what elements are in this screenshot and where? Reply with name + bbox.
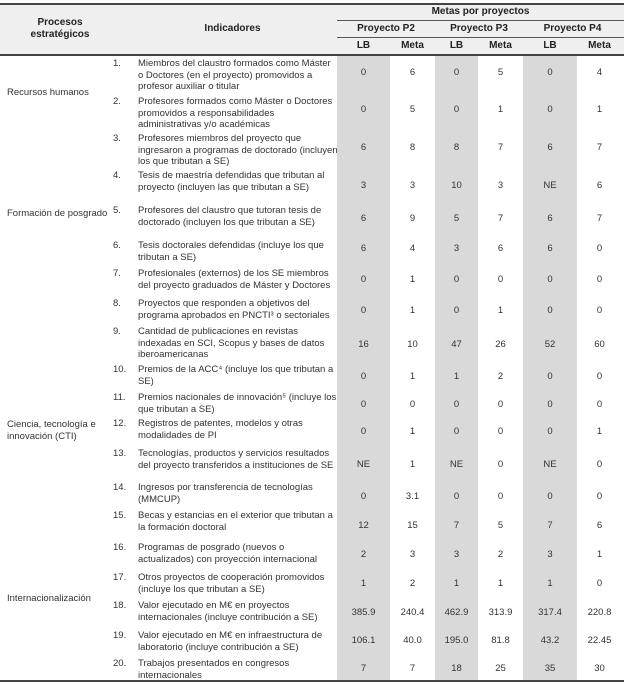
- value-p3-lb: 0: [453, 67, 460, 78]
- indicator-text: Profesores del claustro que tutoran tesis de doctorado (incluyen los que tributan a SE): [138, 205, 322, 228]
- value-p3-meta: 5: [497, 67, 504, 78]
- indicator-text: Registros de patentes, modelos y otras modalidades de PI: [138, 418, 303, 441]
- value-p3-lb: 3: [453, 549, 460, 560]
- value-p4-lb: 7: [547, 520, 553, 531]
- value-p2-lb: 16: [358, 339, 369, 350]
- top-rule: [0, 3, 624, 5]
- value-p2-meta: 3.1: [405, 491, 420, 502]
- value-p2-meta: 240.4: [400, 607, 425, 618]
- value-p3-meta: 26: [495, 339, 506, 350]
- value-p4-meta: 7: [596, 213, 603, 224]
- indicator-number: 8.: [113, 298, 121, 309]
- value-p3-lb: 7: [453, 520, 460, 531]
- value-p2-lb: 385.9: [351, 607, 376, 618]
- value-p2-lb: 0: [360, 274, 367, 285]
- value-p4-meta: 1: [596, 426, 603, 437]
- value-p3-meta: 1: [497, 578, 504, 589]
- value-p4-meta: 1: [596, 549, 603, 560]
- value-p2-meta: 3: [409, 180, 416, 191]
- value-p3-meta: 7: [497, 142, 504, 153]
- indicator-number: 5.: [113, 205, 121, 216]
- indicator-text: Profesionales (externos) de los SE miembros del proyecto graduados de Máster y Doctores: [138, 268, 331, 291]
- value-p4-meta: 0: [596, 371, 603, 382]
- header-project-p2: Proyecto P2: [357, 23, 415, 34]
- indicator-text: Becas y estancias en el exterior que tributan a la formación doctoral: [138, 510, 333, 533]
- value-p2-meta: 1: [409, 459, 416, 470]
- value-p3-lb: 8: [453, 142, 460, 153]
- value-p3-meta: 1: [497, 104, 504, 115]
- value-p3-meta: 1: [497, 305, 504, 316]
- indicator-text: Proyectos que responden a objetivos del programa aprobados en PNCTI³ o sectoriales: [138, 298, 330, 321]
- indicator-number: 3.: [113, 133, 121, 144]
- projects-rule: [337, 37, 624, 38]
- value-p2-lb: 0: [360, 371, 367, 382]
- header-project-p3: Proyecto P3: [450, 23, 508, 34]
- header-p2-meta: Meta: [401, 40, 424, 51]
- value-p3-lb: 1: [453, 578, 460, 589]
- indicator-text: Tesis de maestría defendidas que tributan al proyecto (incluyen las que tributan a SE): [138, 170, 325, 193]
- value-p3-lb: 0: [453, 426, 460, 437]
- indicator-number: 1.: [113, 58, 121, 69]
- indicator-number: 10.: [113, 364, 127, 375]
- value-p3-lb: 5: [453, 213, 460, 224]
- value-p2-lb: 6: [360, 213, 367, 224]
- group-internacionalizacion: Internacionalización: [7, 593, 91, 604]
- value-p3-meta: 2: [497, 371, 504, 382]
- indicator-number: 12.: [113, 418, 127, 429]
- indicator-text: Trabajos presentados en congresos internacionales: [138, 658, 290, 681]
- value-p3-meta: 5: [497, 520, 504, 531]
- indicator-number: 7.: [113, 268, 121, 279]
- indicator-text: Valor ejecutado en M€ en infraestructura de laboratorio (incluye contribución a SE): [138, 630, 323, 653]
- value-p4-lb: NE: [543, 459, 557, 470]
- indicator-number: 11.: [113, 392, 126, 403]
- value-p3-lb: 3: [453, 243, 460, 254]
- value-p4-lb: 0: [547, 426, 553, 437]
- indicator-number: 13.: [113, 448, 127, 459]
- value-p4-lb: 35: [544, 663, 556, 674]
- header-p2-lb: LB: [356, 40, 371, 51]
- value-p2-lb: 3: [360, 180, 367, 191]
- header-p4-lb: LB: [543, 40, 557, 51]
- value-p2-lb: 6: [360, 243, 367, 254]
- value-p4-lb: 0: [547, 274, 553, 285]
- value-p3-meta: 0: [497, 399, 504, 410]
- value-p2-meta: 7: [409, 663, 416, 674]
- indicator-text: Premios nacionales de innovación⁵ (incluye los que tributan a SE): [138, 392, 337, 415]
- indicator-number: 16.: [113, 542, 127, 553]
- value-p2-meta: 6: [409, 67, 416, 78]
- value-p2-lb: 7: [360, 663, 367, 674]
- value-p4-lb: 0: [547, 67, 553, 78]
- value-p4-meta: 220.8: [587, 607, 612, 618]
- indicator-number: 14.: [113, 482, 127, 493]
- value-p4-lb: 0: [547, 371, 553, 382]
- value-p2-lb: NE: [356, 459, 371, 470]
- value-p4-meta: 6: [596, 180, 603, 191]
- value-p3-lb: 0: [453, 104, 460, 115]
- value-p4-lb: 6: [547, 142, 553, 153]
- value-p3-lb: 1: [453, 371, 460, 382]
- value-p3-meta: 6: [497, 243, 504, 254]
- value-p2-meta: 1: [409, 426, 416, 437]
- value-p4-meta: 4: [596, 67, 603, 78]
- indicator-number: 15.: [113, 510, 127, 521]
- indicator-number: 6.: [113, 240, 121, 251]
- value-p2-lb: 0: [360, 104, 367, 115]
- value-p2-lb: 2: [360, 549, 367, 560]
- value-p3-meta: 3: [497, 180, 504, 191]
- metas-rule: [337, 20, 624, 21]
- value-p2-meta: 4: [409, 243, 416, 254]
- value-p2-meta: 1: [409, 305, 416, 316]
- value-p3-lb: 0: [453, 274, 460, 285]
- group-cti: Ciencia, tecnología e innovación (CTI): [7, 419, 96, 442]
- value-p3-lb: 18: [451, 663, 462, 674]
- value-p3-meta: 0: [497, 274, 504, 285]
- indicator-text: Profesores miembros del proyecto que ingresaron a programas de doctorado (incluyen los que tributan a SE): [138, 133, 338, 167]
- value-p2-lb: 0: [360, 491, 367, 502]
- indicator-number: 18.: [113, 600, 127, 611]
- value-p4-meta: 0: [596, 274, 603, 285]
- indicator-text: Tesis doctorales defendidas (incluye los que tributan a SE): [138, 240, 324, 263]
- value-p3-lb: 47: [451, 339, 462, 350]
- indicator-text: Cantidad de publicaciones en revistas indexadas en SCI, Scopus y bases de datos iberoamericanas: [138, 326, 325, 360]
- value-p4-meta: 0: [596, 243, 603, 254]
- value-p2-lb: 1: [360, 578, 367, 589]
- value-p4-lb: 0: [547, 104, 553, 115]
- value-p4-meta: 0: [596, 305, 603, 316]
- group-recursos-humanos: Recursos humanos: [7, 87, 89, 98]
- value-p3-meta: 7: [497, 213, 504, 224]
- value-p2-lb: 0: [360, 305, 367, 316]
- value-p2-lb: 0: [360, 67, 367, 78]
- value-p3-lb: 0: [453, 491, 460, 502]
- value-p4-lb: NE: [543, 180, 557, 191]
- value-p2-meta: 15: [407, 520, 418, 531]
- value-p4-meta: 30: [594, 663, 605, 674]
- value-p4-lb: 317.4: [538, 607, 562, 618]
- header-indicadores: Indicadores: [204, 23, 261, 34]
- indicator-number: 4.: [113, 170, 121, 181]
- value-p4-lb: 43.2: [540, 635, 560, 646]
- value-p2-lb: 106.1: [351, 635, 376, 646]
- value-p4-meta: 7: [596, 142, 603, 153]
- header-p3-lb: LB: [449, 40, 464, 51]
- value-p4-lb: 3: [547, 549, 553, 560]
- value-p4-lb: 6: [547, 213, 553, 224]
- value-p4-lb: 0: [547, 399, 553, 410]
- value-p4-meta: 0: [596, 459, 603, 470]
- value-p4-meta: 1: [596, 104, 603, 115]
- value-p2-lb: 0: [360, 399, 367, 410]
- value-p2-lb: 6: [360, 142, 367, 153]
- value-p2-meta: 3: [409, 549, 416, 560]
- value-p4-lb: 0: [547, 305, 553, 316]
- value-p2-meta: 10: [407, 339, 418, 350]
- value-p2-lb: 0: [360, 426, 367, 437]
- indicator-text: Ingresos por transferencia de tecnologías (MMCUP): [138, 482, 313, 505]
- header-metas: Metas por proyectos: [431, 6, 530, 17]
- value-p4-meta: 22.45: [587, 635, 612, 646]
- value-p4-lb: 0: [547, 491, 553, 502]
- value-p4-meta: 0: [596, 491, 603, 502]
- value-p3-lb: 0: [453, 399, 460, 410]
- value-p3-meta: 81.8: [491, 635, 510, 646]
- value-p3-meta: 313.9: [488, 607, 513, 618]
- value-p4-meta: 6: [596, 520, 603, 531]
- value-p2-meta: 2: [409, 578, 416, 589]
- value-p2-meta: 5: [409, 104, 416, 115]
- value-p4-meta: 0: [596, 399, 603, 410]
- indicator-number: 19.: [113, 630, 127, 641]
- value-p4-lb: 52: [544, 339, 556, 350]
- group-formacion-posgrado: Formación de posgrado: [7, 208, 108, 219]
- indicator-text: Otros proyectos de cooperación promovidos (incluye los que tributan a SE): [138, 572, 325, 595]
- header-p3-meta: Meta: [489, 40, 512, 51]
- value-p2-lb: 12: [358, 520, 369, 531]
- value-p4-lb: 1: [547, 578, 553, 589]
- indicator-text: Valor ejecutado en M€ en proyectos internacionales (incluye contribución a SE): [138, 600, 318, 623]
- value-p3-meta: 25: [495, 663, 506, 674]
- indicator-text: Tecnologías, productos y servicios resultados del proyecto transferidos a instituciones de SE: [138, 448, 334, 471]
- indicator-text: Premios de la ACC⁴ (incluye los que tributan a SE): [138, 364, 334, 387]
- header-p4-meta: Meta: [588, 40, 611, 51]
- value-p3-meta: 0: [497, 426, 504, 437]
- indicator-number: 2.: [113, 96, 121, 107]
- value-p2-meta: 1: [409, 274, 416, 285]
- indicator-number: 9.: [113, 326, 121, 337]
- value-p4-meta: 60: [594, 339, 605, 350]
- value-p3-lb: 195.0: [444, 635, 469, 646]
- value-p3-lb: NE: [449, 459, 464, 470]
- value-p2-meta: 9: [409, 213, 416, 224]
- value-p3-lb: 462.9: [444, 607, 469, 618]
- value-p3-lb: 10: [451, 180, 462, 191]
- value-p2-meta: 40.0: [403, 635, 422, 646]
- value-p2-meta: 1: [409, 371, 416, 382]
- value-p3-meta: 0: [497, 491, 504, 502]
- value-p4-lb: 6: [547, 243, 553, 254]
- value-p4-meta: 0: [596, 578, 603, 589]
- value-p3-meta: 2: [497, 549, 504, 560]
- value-p3-meta: 0: [497, 459, 504, 470]
- header-procesos: Procesos estratégicos: [30, 17, 90, 40]
- indicator-text: Programas de posgrado (nuevos o actualizados) con proyección internacional: [138, 542, 318, 565]
- indicator-number: 17.: [113, 572, 127, 583]
- value-p2-meta: 8: [409, 142, 416, 153]
- value-p2-meta: 0: [409, 399, 416, 410]
- indicator-text: Profesores formados como Máster o Doctores promovidos a responsabilidades administrativas y/o académicas: [138, 96, 333, 130]
- header-project-p4: Proyecto P4: [543, 23, 602, 34]
- indicator-text: Miembros del claustro formados como Máster o Doctores (en el proyecto) promovidos a profesor auxiliar o titular: [138, 58, 331, 92]
- indicator-number: 20.: [113, 658, 127, 669]
- value-p3-lb: 0: [453, 305, 460, 316]
